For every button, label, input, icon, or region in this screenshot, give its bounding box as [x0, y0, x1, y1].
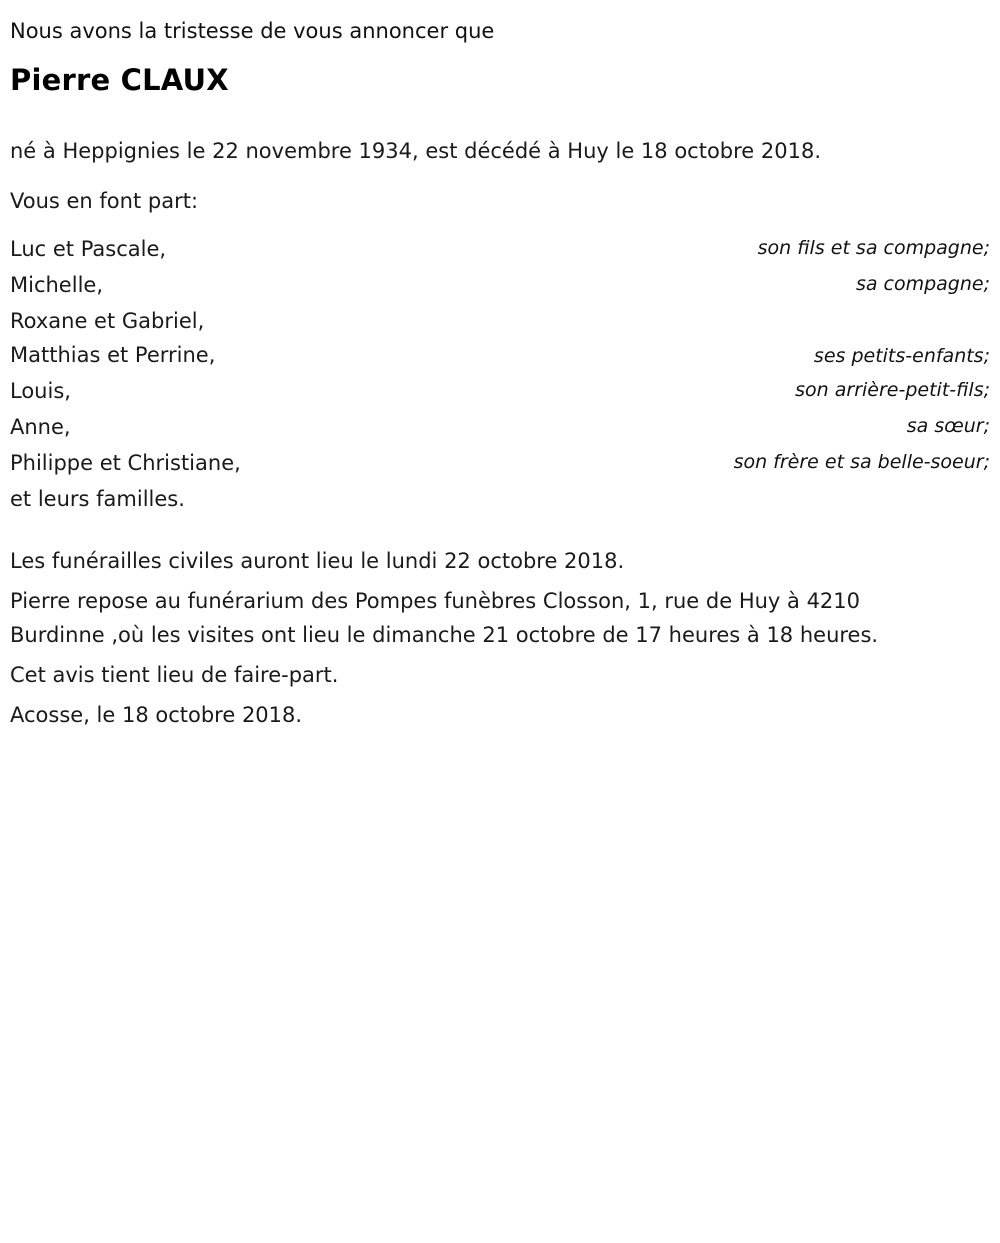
- list-item: [10, 304, 990, 372]
- relative-names: [10, 410, 71, 444]
- relative-name-line: Philippe et Christiane,: [10, 450, 241, 475]
- relative-names: [10, 446, 241, 480]
- relative-name-line: Luc et Pascale,: [10, 236, 167, 261]
- relative-name-line: Matthias et Perrine,: [10, 342, 216, 367]
- relative-names: [10, 374, 71, 408]
- list-item: [10, 410, 990, 444]
- relative-name-line: Anne,: [10, 414, 71, 439]
- relative-role: sa sœur;: [906, 415, 990, 438]
- page-title: Pierre CLAUX: [10, 63, 229, 98]
- relative-name-line: Louis,: [10, 378, 71, 403]
- list-item: [10, 232, 990, 266]
- relative-name-line: Roxane et Gabriel,: [10, 308, 205, 333]
- notice-info: Cet avis tient lieu de faire-part.: [10, 662, 339, 687]
- relative-role: ses petits-enfants;: [813, 345, 990, 368]
- closing-section: [10, 544, 990, 732]
- relative-role: son arrière-petit-fils;: [795, 379, 990, 402]
- relative-role: son frère et sa belle-soeur;: [733, 451, 990, 474]
- relatives-list: [10, 232, 990, 480]
- families-line: et leurs familles.: [10, 486, 185, 511]
- relative-role: son fils et sa compagne;: [757, 237, 990, 260]
- relative-name-line: Michelle,: [10, 272, 103, 297]
- place-date: Acosse, le 18 octobre 2018.: [10, 702, 303, 727]
- funeral-info: Les funérailles civiles auront lieu le lundi 22 octobre 2018.: [10, 548, 625, 573]
- relative-names: [10, 268, 103, 302]
- relative-names: [10, 304, 215, 372]
- announced-by-label: Vous en font part:: [10, 188, 199, 213]
- list-item: [10, 446, 990, 480]
- intro-text: Nous avons la tristesse de vous annoncer que: [10, 19, 495, 43]
- repose-info: Pierre repose au funérarium des Pompes funèbres Closson, 1, rue de Huy à 4210 Burdinne ,où les visites ont lieu le dimanche 21 octobre de 17 heures à 18 heures.: [10, 588, 879, 647]
- list-item: [10, 268, 990, 302]
- relative-role: sa compagne;: [855, 273, 990, 296]
- death-details: né à Heppignies le 22 novembre 1934, est décédé à Huy le 18 octobre 2018.: [10, 138, 822, 163]
- relative-names: [10, 232, 166, 266]
- list-item: [10, 374, 990, 408]
